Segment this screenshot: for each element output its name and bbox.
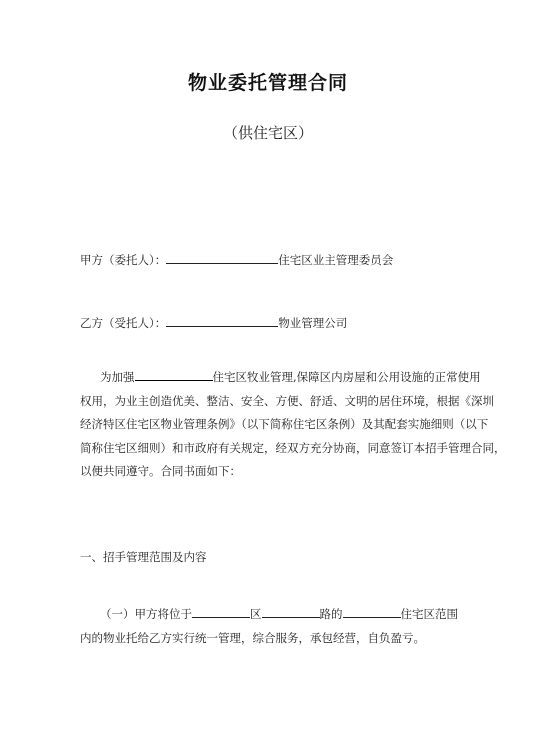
clause-1-road-blank (262, 605, 320, 618)
preamble-prefix: 为加强 (100, 370, 135, 384)
clause-1-prefix: （一）甲方将位于 (100, 607, 192, 621)
preamble-line-2: 权用，为业主创造优美、整洁、安全、方便、舒适、文明的居住环境，根据《深圳 (80, 393, 494, 408)
document-subtitle: （供住宅区） (222, 124, 313, 142)
preamble-line-5: 以便共同遵守。合同书面如下： (80, 464, 241, 478)
party-a-label: 甲方（委托人）： (80, 253, 167, 267)
preamble-line-3: 经济特区住宅区物业管理条例》（以下简称住宅区条例）及其配套实施细则（以下 (80, 417, 489, 431)
preamble-line-1 (80, 366, 481, 390)
section-1-heading: 一、招手管理范围及内容 (80, 550, 207, 564)
clause-1-paragraph (80, 603, 460, 650)
party-b-line (80, 314, 347, 331)
party-b-suffix: 物业管理公司 (278, 316, 348, 330)
party-b-blank (166, 314, 278, 327)
preamble-blank (135, 368, 213, 381)
preamble-line-4: 简称住宅区细则）和市政府有关规定，经双方充分协商，同意签订本招手管理合同， (80, 440, 506, 455)
document-title: 物业委托管理合同 (187, 72, 348, 94)
clause-1-district: 区 (250, 607, 262, 621)
party-a-blank (166, 251, 278, 264)
preamble-line1-rest: 住宅区牧业管理,保障区内房屋和公用设施的正常使用 (212, 370, 481, 384)
preamble-paragraph (80, 366, 506, 484)
clause-1-estate: 住宅区范围 (400, 607, 458, 621)
clause-1-road: 路的 (319, 607, 343, 621)
clause-1-line-1 (80, 603, 460, 627)
party-b-label: 乙方（受托人）： (80, 316, 167, 330)
clause-1-district-blank (192, 605, 250, 618)
party-a-suffix: 住宅区业主管理委员会 (278, 253, 394, 267)
clause-1-line-2: 内的物业托给乙方实行统一管理，综合服务，承包经营，自负盈亏。 (80, 630, 425, 645)
party-a-line (80, 251, 393, 268)
clause-1-estate-blank (343, 605, 401, 618)
